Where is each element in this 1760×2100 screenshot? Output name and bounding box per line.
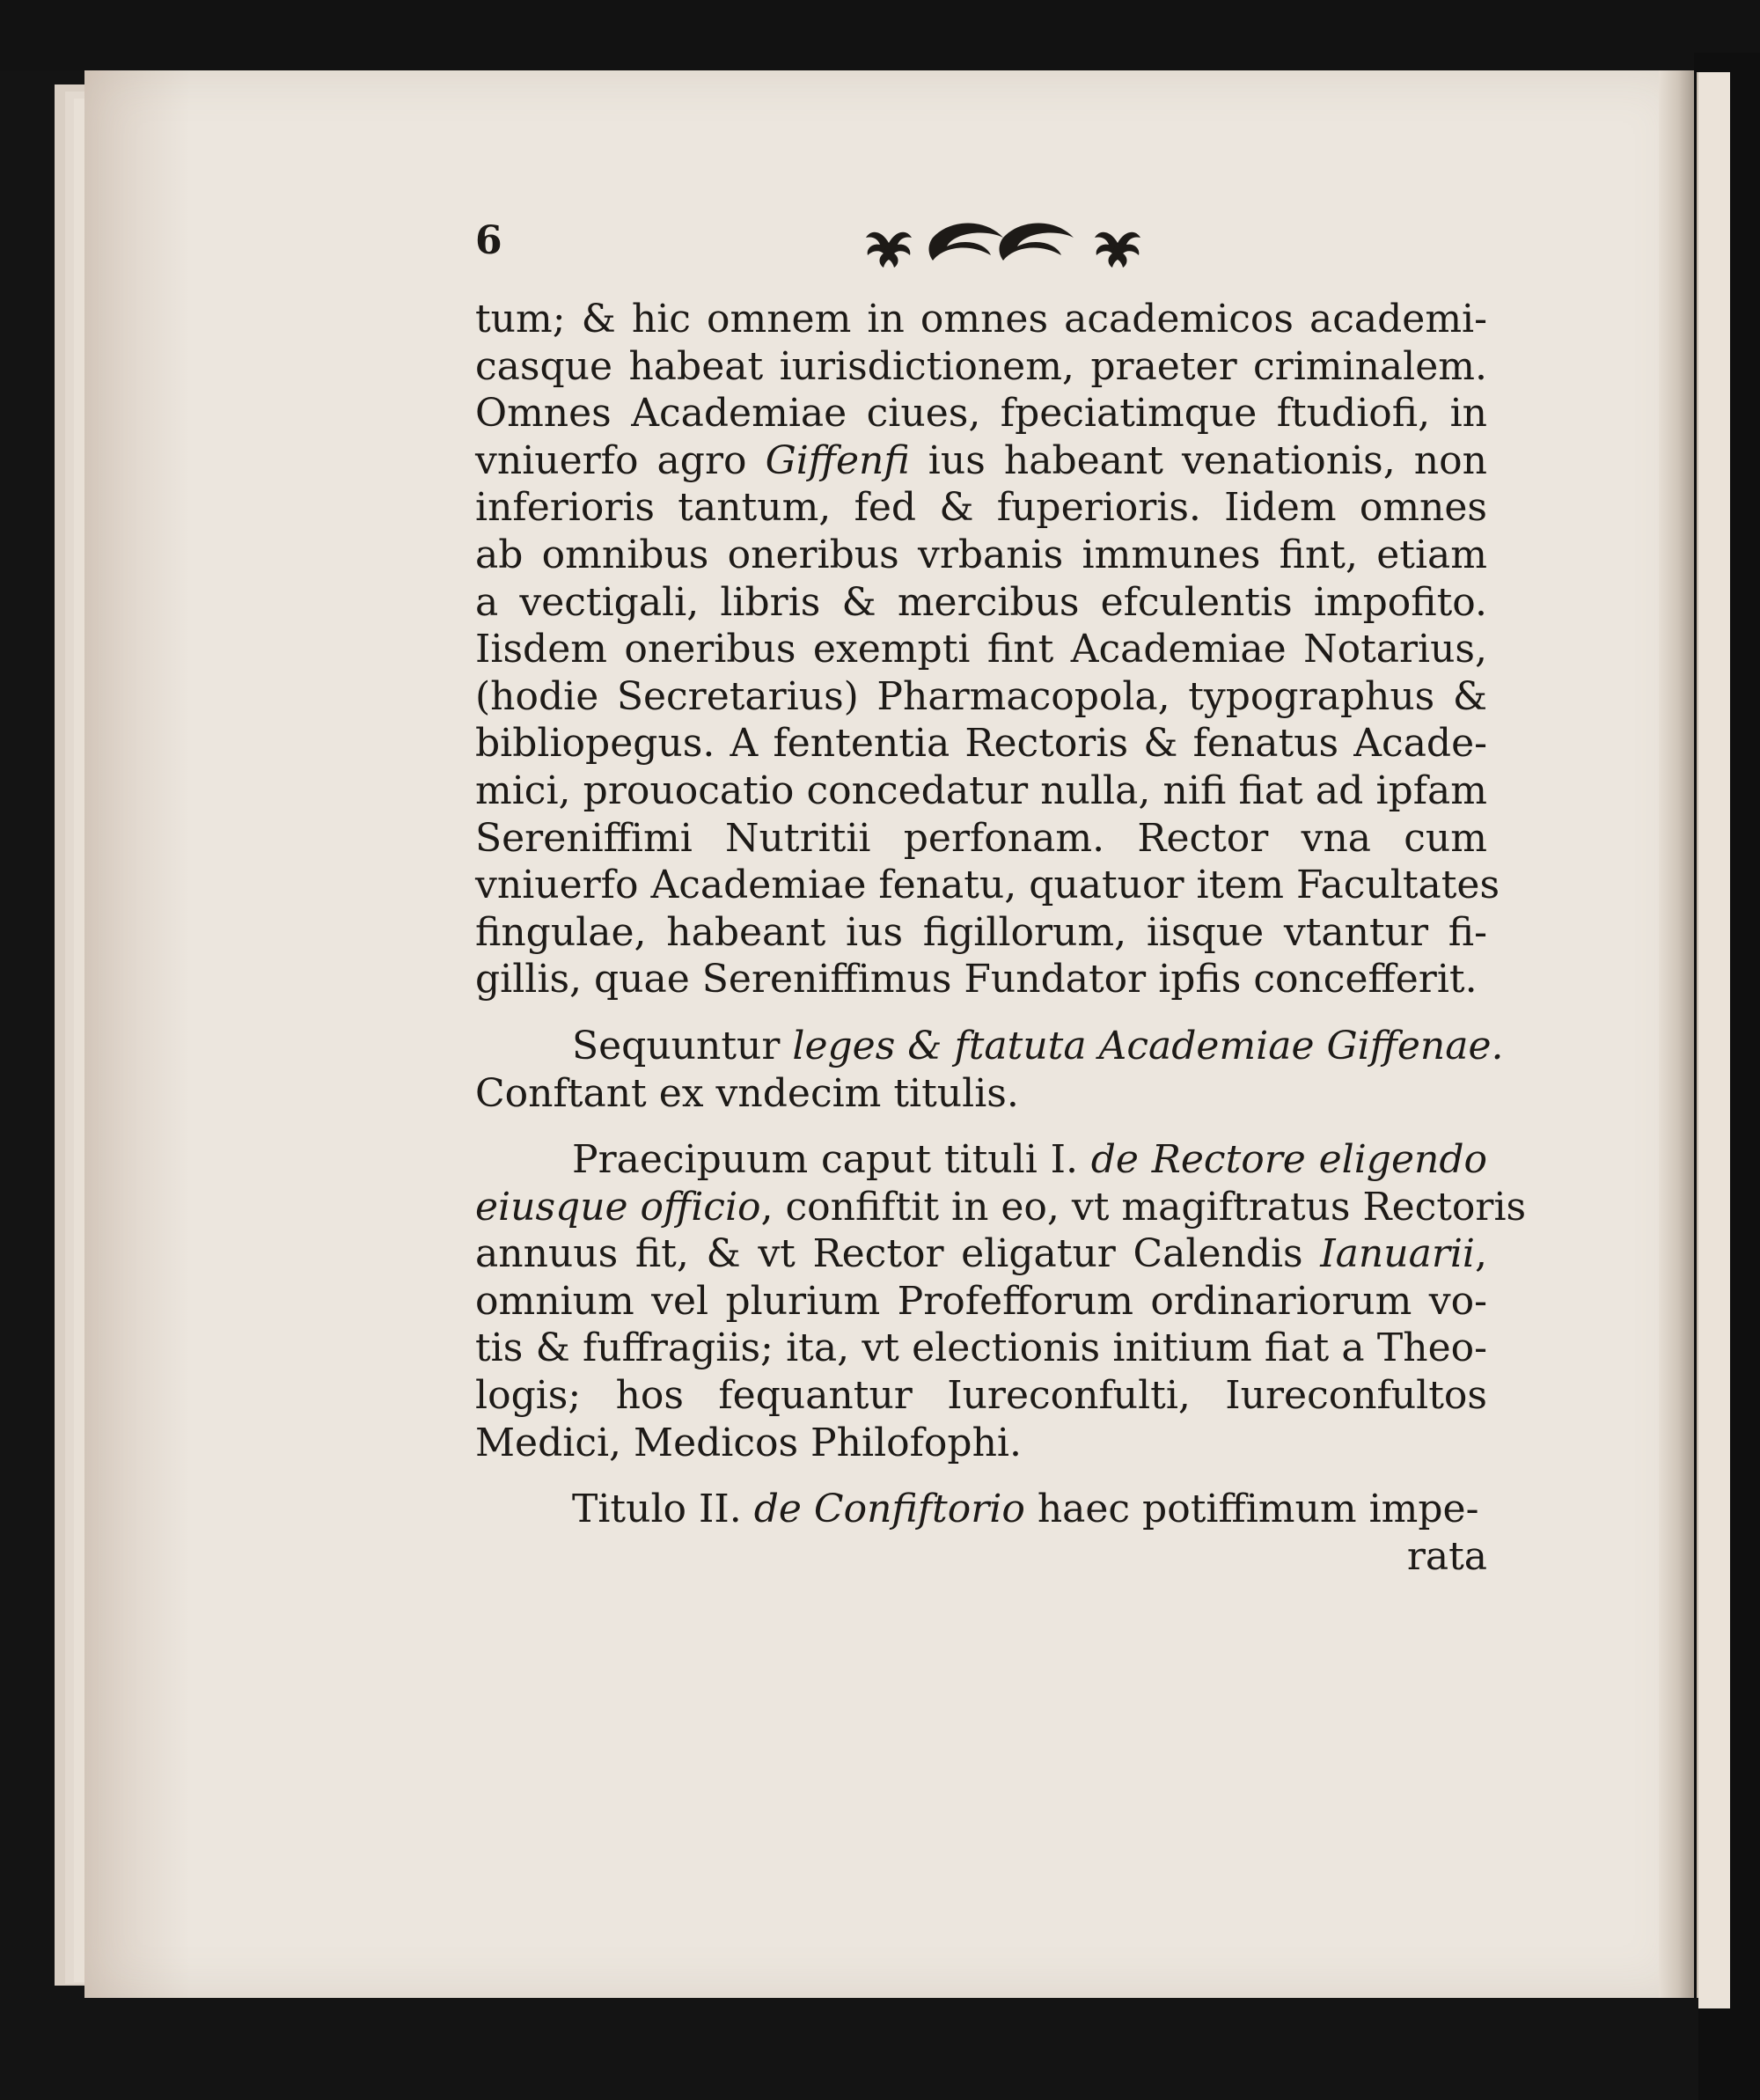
text-line: inferioris tantum, fed & fuperioris. Iidem omnes <box>475 485 1487 531</box>
text-line: Omnes Academiae ciues, fpeciatimque ftudiofi, in <box>475 391 1487 437</box>
bottom-shadow <box>0 1998 1698 2100</box>
text-line: casque habeat iurisdictionem, praeter criminalem. <box>475 343 1487 389</box>
page-body-text <box>475 296 1527 1580</box>
text-line: (hodie Secretarius) Pharmacopola, typographus & <box>475 673 1487 719</box>
text-segment: , confiftit in eo, vt magiftratus Rectoris <box>760 1184 1527 1230</box>
text-segment: , <box>1475 1231 1487 1277</box>
paragraph-gap <box>475 1466 1487 1486</box>
text-line: Iisdem oneribus exempti fint Academiae Notarius, <box>475 627 1487 672</box>
italic-segment: Ianuarii <box>1320 1231 1475 1277</box>
paragraph-p4 <box>475 1486 1487 1533</box>
italic-segment: de Confiftorio <box>753 1487 1025 1532</box>
text-line: a vectigali, libris & mercibus efculentis impofito. <box>475 579 1487 625</box>
italic-segment: leges & ftatuta Academiae Giffenae. <box>792 1023 1504 1068</box>
italic-segment: Giffenfi <box>765 437 910 483</box>
catchword: rata <box>1406 1533 1487 1579</box>
text-line: bibliopegus. A fententia Rectoris & fenatus Acade- <box>475 721 1487 767</box>
text-segment: Praecipuum caput tituli I. <box>572 1137 1091 1183</box>
italic-segment: de Rectore eligendo <box>1090 1137 1487 1183</box>
text-line: tum; & hic omnem in omnes academicos academi- <box>475 297 1487 341</box>
facing-page-edge <box>1697 72 1730 2008</box>
paragraph-gap <box>475 1117 1487 1136</box>
text-segment: haec potiffimum impe- <box>1024 1487 1479 1532</box>
text-line: Conftant ex vndecim titulis. <box>475 1070 1019 1116</box>
text-line <box>475 1184 1527 1231</box>
text-segment: Titulo II. <box>572 1487 754 1532</box>
top-shadow <box>0 0 1760 70</box>
text-line: logis; hos fequantur Iureconfulti, Iureconfultos <box>475 1373 1487 1419</box>
page-number: 6 <box>475 218 502 263</box>
text-line: vniuerfo Academiae fenatu, quatuor item Facultates <box>475 863 1500 908</box>
text-segment: vniuerfo agro <box>475 437 766 483</box>
text-line <box>475 437 1487 485</box>
text-line: Medici, Medicos Philofophi. <box>475 1420 1022 1465</box>
paragraph-p2 <box>475 1023 1504 1117</box>
book-gutter <box>1659 70 1694 1998</box>
italic-segment: eiusque officio <box>475 1184 761 1230</box>
paragraph-p1 <box>475 296 1500 1003</box>
page-header <box>475 201 1487 280</box>
paragraph-p3 <box>475 1136 1527 1466</box>
fleuron-header-ornament-icon <box>854 208 1153 278</box>
text-line: Sereniffimi Nutritii perfonam. Rector vna cum <box>475 815 1487 861</box>
text-line <box>475 1023 1504 1070</box>
text-line: mici, prouocatio concedatur nulla, nifi fiat ad ipfam <box>475 767 1487 813</box>
text-line: tis & fuffragiis; ita, vt electionis initium fiat a Theo- <box>475 1325 1487 1371</box>
text-segment: Sequuntur <box>572 1023 793 1068</box>
paragraph-gap <box>475 1003 1487 1023</box>
text-segment: annuus fit, & vt Rector eligatur Calendis <box>475 1231 1321 1277</box>
text-line <box>475 1230 1487 1278</box>
text-segment: ius habeant venationis, non <box>909 437 1487 483</box>
text-line <box>475 1486 1487 1533</box>
text-line: omnium vel plurium Profefforum ordinariorum vo- <box>475 1278 1487 1324</box>
text-line: gillis, quae Sereniffimus Fundator ipfis concefferit. <box>475 957 1478 1002</box>
text-line <box>475 1136 1487 1184</box>
text-line: ab omnibus oneribus vrbanis immunes fint, etiam <box>475 532 1487 577</box>
header-row <box>475 201 1487 280</box>
text-line: fingulae, habeant ius figillorum, iisque vtantur fi- <box>475 909 1487 955</box>
